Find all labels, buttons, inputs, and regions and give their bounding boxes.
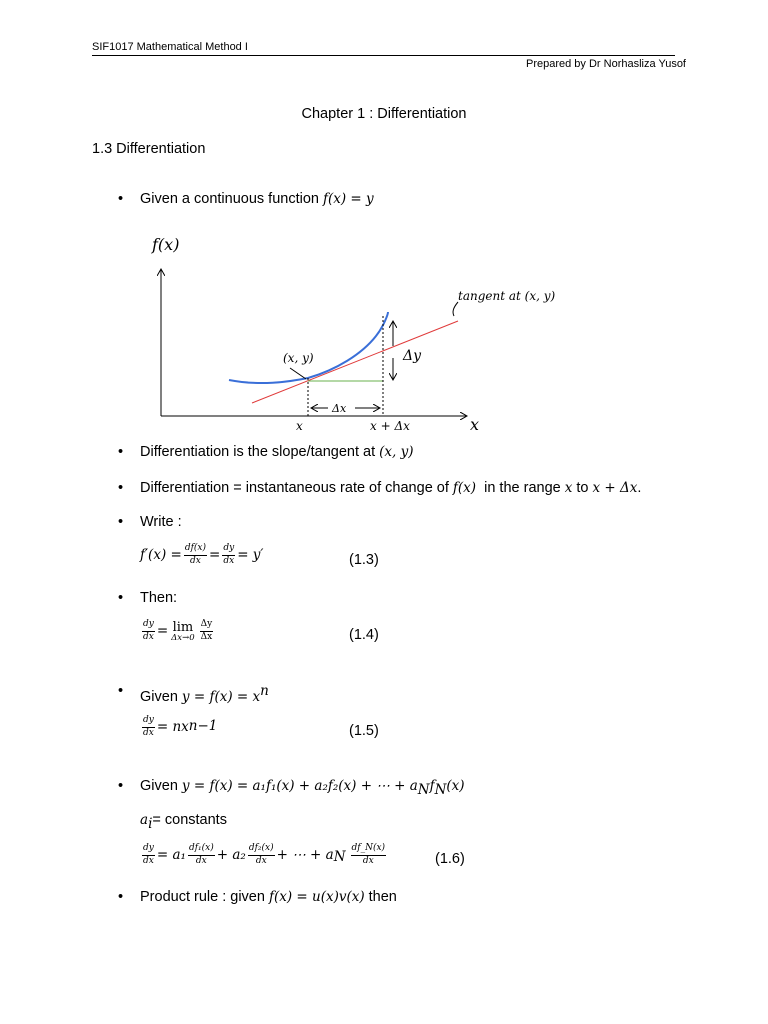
bullet-product-rule	[140, 889, 397, 905]
subscript: N	[434, 781, 447, 798]
subscript: N	[417, 781, 430, 798]
bullet-text: Given	[140, 778, 182, 794]
denominator: dx	[255, 855, 267, 866]
bullet-text: then	[364, 889, 397, 905]
math-inline: y = f(x) = x	[181, 688, 261, 705]
denominator: dx	[143, 855, 154, 866]
eq-lhs: f′(x) =	[140, 547, 182, 564]
bullet-dot: •	[118, 778, 124, 794]
x-axis-label: x	[470, 415, 480, 434]
equation-1-6	[140, 844, 388, 867]
equation-1-4	[140, 620, 215, 643]
denominator: dx	[143, 631, 154, 642]
x-dx-tick-label: x + Δx	[370, 419, 410, 433]
chapter-title: Chapter 1 : Differentiation	[301, 106, 467, 122]
math-inline: x + Δx	[592, 480, 638, 496]
math-inline: (x)	[446, 778, 465, 794]
numerator: dy	[142, 716, 155, 728]
equation-1-5	[140, 716, 217, 739]
numerator: df(x)	[184, 544, 207, 556]
section-title: 1.3 Differentiation	[92, 141, 206, 157]
bullet-dot: •	[118, 480, 124, 496]
subscript: N	[333, 848, 346, 865]
bullet-text: Product rule : given	[140, 889, 269, 905]
bullet-linear-combination	[140, 778, 465, 798]
numerator: df_N(x)	[351, 844, 387, 856]
header-divider	[92, 55, 675, 56]
eq-term: + ⋯ + a	[276, 847, 334, 864]
eq-term: = a₁	[156, 847, 186, 864]
bullet-text: .	[637, 480, 642, 496]
math-inline: y = f(x) = a₁f₁(x) + a₂f₂(x) + ⋯ + a	[181, 778, 418, 794]
fraction	[248, 844, 275, 867]
x-tick-label: x	[296, 419, 303, 433]
tangent-pointer	[453, 302, 458, 316]
course-header: SIF1017 Mathematical Method I	[92, 41, 248, 53]
point-label: (x, y)	[283, 351, 314, 365]
math-inline: a	[140, 812, 149, 828]
math-inline: f(x) = u(x)v(x)	[268, 889, 365, 905]
limit-operator: lim	[172, 619, 194, 635]
limit	[171, 621, 194, 643]
bullet-dot: •	[118, 191, 124, 207]
math-inline: f(x)	[452, 480, 477, 496]
numerator: df₁(x)	[188, 844, 215, 856]
tangent-diagram	[140, 228, 556, 440]
bullet-dot: •	[118, 889, 124, 905]
fraction	[142, 716, 155, 739]
numerator: df₂(x)	[248, 844, 275, 856]
math-inline: f(x) = y	[322, 191, 374, 207]
denominator: dx	[143, 727, 154, 738]
equation-number: (1.3)	[349, 552, 379, 568]
denominator: Δx	[200, 631, 213, 642]
denominator: dx	[223, 555, 235, 566]
eq-rhs: = y′	[237, 547, 264, 564]
equation-1-3	[140, 544, 263, 567]
bullet-dot: •	[118, 683, 124, 699]
math-inline: f	[429, 778, 435, 794]
delta-y-label: Δy	[403, 348, 422, 364]
equals-sign: =	[209, 547, 221, 564]
numerator: dy	[142, 620, 155, 632]
denominator: dx	[362, 855, 374, 866]
superscript: n−1	[188, 718, 218, 734]
bullet-rate-of-change	[140, 480, 641, 496]
fraction	[184, 544, 207, 567]
constants-note	[140, 812, 227, 832]
bullet-dot: •	[118, 514, 124, 530]
bullet-continuous-function	[140, 191, 374, 207]
fraction	[142, 844, 155, 867]
fraction	[142, 620, 155, 643]
bullet-text: = constants	[152, 812, 227, 828]
limit-subscript: Δx→0	[171, 632, 195, 643]
bullet-text: Given a continuous function	[140, 191, 323, 207]
equation-number: (1.6)	[435, 851, 465, 867]
fraction	[188, 844, 215, 867]
math-inline: x	[564, 480, 573, 496]
bullet-text: in the range	[476, 480, 565, 496]
bullet-dot: •	[118, 590, 124, 606]
author-header: Prepared by Dr Norhasliza Yusof	[526, 58, 686, 70]
denominator: dx	[195, 855, 207, 866]
denominator: dx	[189, 555, 201, 566]
equation-number: (1.4)	[349, 627, 379, 643]
numerator: dy	[222, 544, 235, 556]
bullet-text: Differentiation is the slope/tangent at	[140, 444, 380, 460]
fraction	[200, 620, 214, 643]
bullet-then: Then:	[140, 590, 178, 606]
eq-rhs: = nx	[156, 719, 189, 736]
bullet-power-rule	[140, 683, 269, 705]
bullet-text: Differentiation = instantaneous rate of change of	[140, 480, 453, 496]
bullet-write: Write :	[140, 514, 182, 530]
eq-term: + a₂	[216, 847, 246, 864]
equals-sign: =	[156, 623, 169, 640]
numerator: dy	[142, 844, 155, 856]
fraction	[222, 544, 235, 567]
point-pointer	[290, 368, 306, 379]
function-curve	[229, 312, 388, 383]
tangent-label: tangent at (x, y)	[458, 289, 556, 303]
bullet-text: Given	[140, 688, 182, 705]
math-inline: (x, y)	[379, 444, 414, 460]
delta-x-label: Δx	[332, 402, 347, 415]
subscript: i	[148, 815, 153, 832]
bullet-text: to	[572, 480, 593, 496]
y-axis-label: f(x)	[152, 235, 180, 254]
bullet-dot: •	[118, 444, 124, 460]
equation-number: (1.5)	[349, 723, 379, 739]
superscript: n	[260, 683, 269, 699]
fraction	[351, 844, 387, 867]
bullet-slope-tangent	[140, 444, 414, 460]
numerator: Δy	[200, 620, 214, 632]
